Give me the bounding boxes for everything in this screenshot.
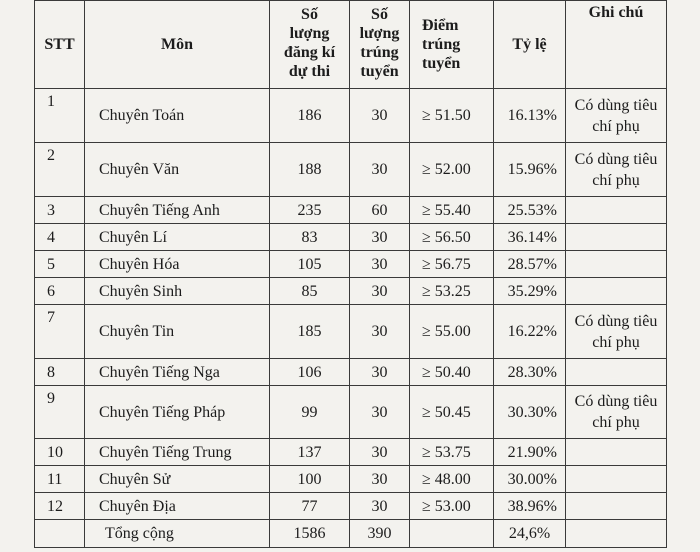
header-line: dự thi — [288, 63, 331, 80]
total-diem — [410, 520, 494, 548]
table-row — [35, 224, 667, 251]
header-so-luong-dang-ki — [270, 1, 350, 89]
row-ty-le: 30.30% — [494, 386, 566, 439]
row-mon: Chuyên Văn — [85, 143, 270, 197]
row-diem: ≥ 55.00 — [410, 305, 494, 359]
row-dang-ki: 83 — [270, 224, 350, 251]
row-ty-le: 16.13% — [494, 89, 566, 143]
table-row — [35, 493, 667, 520]
row-stt: 9 — [35, 386, 85, 439]
header-row — [35, 1, 667, 89]
table-row — [35, 89, 667, 143]
row-stt: 2 — [35, 143, 85, 197]
row-stt: 4 — [35, 224, 85, 251]
row-ty-le: 16.22% — [494, 305, 566, 359]
header-line: Điểm — [422, 17, 459, 34]
total-trung-tuyen: 390 — [350, 520, 410, 548]
row-stt: 3 — [35, 197, 85, 224]
row-diem: ≥ 50.40 — [410, 359, 494, 386]
row-ghi-chu — [566, 493, 667, 520]
row-ghi-chu — [566, 278, 667, 305]
row-diem: ≥ 52.00 — [410, 143, 494, 197]
ghi-chu-line: Có dùng tiêu — [574, 150, 658, 168]
header-stt: STT — [35, 1, 85, 89]
row-diem: ≥ 53.00 — [410, 493, 494, 520]
header-line: lượng — [289, 25, 330, 42]
ghi-chu-line: chí phụ — [592, 333, 640, 351]
row-stt: 7 — [35, 305, 85, 359]
header-line: đăng kí — [283, 44, 336, 61]
row-ty-le: 25.53% — [494, 197, 566, 224]
row-ghi-chu — [566, 305, 667, 359]
row-diem: ≥ 48.00 — [410, 466, 494, 493]
row-stt: 12 — [35, 493, 85, 520]
header-mon: Môn — [85, 1, 270, 89]
total-label: Tổng cộng — [85, 520, 270, 548]
total-stt-cell — [35, 520, 85, 548]
row-trung-tuyen: 30 — [350, 466, 410, 493]
row-trung-tuyen: 30 — [350, 305, 410, 359]
table-row — [35, 251, 667, 278]
ghi-chu-line: chí phụ — [592, 171, 640, 189]
row-mon: Chuyên Hóa — [85, 251, 270, 278]
header-diem-trung-tuyen — [410, 1, 494, 89]
table-row — [35, 439, 667, 466]
table-row — [35, 305, 667, 359]
row-mon: Chuyên Toán — [85, 89, 270, 143]
row-stt: 10 — [35, 439, 85, 466]
row-ty-le: 21.90% — [494, 439, 566, 466]
row-diem: ≥ 55.40 — [410, 197, 494, 224]
row-trung-tuyen: 30 — [350, 386, 410, 439]
row-dang-ki: 77 — [270, 493, 350, 520]
total-ty-le: 24,6% — [494, 520, 566, 548]
row-dang-ki: 235 — [270, 197, 350, 224]
table-row — [35, 278, 667, 305]
row-trung-tuyen: 60 — [350, 197, 410, 224]
row-ghi-chu — [566, 359, 667, 386]
row-stt: 6 — [35, 278, 85, 305]
row-diem: ≥ 56.75 — [410, 251, 494, 278]
row-ghi-chu — [566, 439, 667, 466]
row-dang-ki: 185 — [270, 305, 350, 359]
row-mon: Chuyên Sử — [85, 466, 270, 493]
row-mon: Chuyên Lí — [85, 224, 270, 251]
row-stt: 11 — [35, 466, 85, 493]
table-row — [35, 359, 667, 386]
row-ty-le: 35.29% — [494, 278, 566, 305]
ghi-chu-line: Có dùng tiêu — [574, 393, 658, 410]
header-line: Số — [301, 6, 318, 23]
header-line: lượng — [359, 25, 400, 42]
table-row — [35, 466, 667, 493]
ghi-chu-line: Có dùng tiêu — [574, 312, 658, 330]
row-trung-tuyen: 30 — [350, 278, 410, 305]
header-ghi-chu: Ghi chú — [566, 1, 667, 89]
row-ghi-chu — [566, 224, 667, 251]
table-row — [35, 143, 667, 197]
header-line: tuyển — [422, 55, 461, 72]
ghi-chu-line: chí phụ — [592, 117, 640, 135]
row-ty-le: 30.00% — [494, 466, 566, 493]
row-ghi-chu — [566, 197, 667, 224]
table-row — [35, 386, 667, 439]
row-trung-tuyen: 30 — [350, 359, 410, 386]
header-so-luong-trung-tuyen — [350, 1, 410, 89]
header-ty-le: Tỷ lệ — [494, 1, 566, 89]
header-line: Số — [371, 6, 388, 23]
row-mon: Chuyên Tiếng Nga — [85, 359, 270, 386]
total-ghi-chu — [566, 520, 667, 548]
row-ty-le: 36.14% — [494, 224, 566, 251]
row-mon: Chuyên Địa — [85, 493, 270, 520]
row-dang-ki: 105 — [270, 251, 350, 278]
row-ghi-chu — [566, 251, 667, 278]
row-stt: 1 — [35, 89, 85, 143]
row-trung-tuyen: 30 — [350, 251, 410, 278]
row-trung-tuyen: 30 — [350, 143, 410, 197]
row-ghi-chu — [566, 386, 667, 439]
row-ty-le: 38.96% — [494, 493, 566, 520]
row-ghi-chu — [566, 466, 667, 493]
row-dang-ki: 137 — [270, 439, 350, 466]
row-dang-ki: 100 — [270, 466, 350, 493]
row-mon: Chuyên Tiếng Trung — [85, 439, 270, 466]
ghi-chu-line: Có dùng tiêu — [574, 96, 658, 114]
header-line: tuyển — [360, 63, 399, 80]
row-mon: Chuyên Tin — [85, 305, 270, 359]
header-line: trúng — [422, 36, 461, 53]
row-dang-ki: 99 — [270, 386, 350, 439]
row-diem: ≥ 56.50 — [410, 224, 494, 251]
row-ty-le: 15.96% — [494, 143, 566, 197]
row-ty-le: 28.30% — [494, 359, 566, 386]
row-ty-le: 28.57% — [494, 251, 566, 278]
row-trung-tuyen: 30 — [350, 224, 410, 251]
table-row — [35, 197, 667, 224]
row-dang-ki: 186 — [270, 89, 350, 143]
ghi-chu-line: chí phụ — [592, 414, 640, 431]
row-trung-tuyen: 30 — [350, 493, 410, 520]
row-diem: ≥ 51.50 — [410, 89, 494, 143]
row-mon: Chuyên Tiếng Pháp — [85, 386, 270, 439]
row-stt: 8 — [35, 359, 85, 386]
row-diem: ≥ 53.75 — [410, 439, 494, 466]
admission-results-table — [34, 0, 667, 548]
header-line: trúng — [360, 44, 399, 61]
row-dang-ki: 188 — [270, 143, 350, 197]
total-dang-ki: 1586 — [270, 520, 350, 548]
row-dang-ki: 106 — [270, 359, 350, 386]
row-stt: 5 — [35, 251, 85, 278]
row-mon: Chuyên Sinh — [85, 278, 270, 305]
row-trung-tuyen: 30 — [350, 439, 410, 466]
row-ghi-chu — [566, 143, 667, 197]
total-row — [35, 520, 667, 548]
row-diem: ≥ 53.25 — [410, 278, 494, 305]
row-dang-ki: 85 — [270, 278, 350, 305]
row-trung-tuyen: 30 — [350, 89, 410, 143]
row-ghi-chu — [566, 89, 667, 143]
row-mon: Chuyên Tiếng Anh — [85, 197, 270, 224]
row-diem: ≥ 50.45 — [410, 386, 494, 439]
